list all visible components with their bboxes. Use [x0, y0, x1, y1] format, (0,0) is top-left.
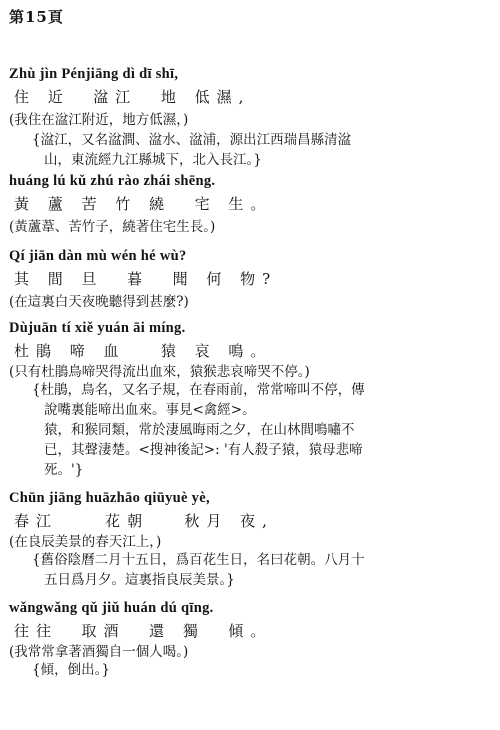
annotation-line: 說嘴裏能啼出血來。事見<禽經>。 [44, 402, 256, 418]
annotation-line: 猿，和猴同類，常於淒風晦雨之夕，在山林間鳴嘯不 [44, 422, 355, 438]
chinese-verse: 住 近 湓江 地 低濕, [14, 88, 251, 106]
chinese-verse: 杜鵑 啼 血 猿 哀 鳴。 [14, 342, 273, 360]
annotation-line: 五日爲月夕。這裏指良辰美景。} [44, 572, 235, 588]
pinyin-line: huáng lú kǔ zhú rào zhái shēng. [9, 173, 216, 189]
translation-line: (我住在湓江附近，地方低濕，) [9, 112, 189, 128]
translation-line: (在良辰美景的春天江上，) [9, 534, 162, 550]
annotation-line: {舊俗陰曆二月十五日，爲百花生日，名曰花朝。八月十 [32, 552, 365, 568]
annotation-line: {傾，倒出。} [32, 662, 110, 678]
annotation [32, 130, 472, 170]
annotation-line: 山，東流經九江縣城下，北入長江。} [44, 152, 262, 168]
annotation [32, 380, 472, 480]
annotation-line: {杜鵑，鳥名，又名子規，在春雨前，常常啼叫不停，傳 [32, 382, 365, 398]
annotation-line: {湓江，又名湓澗、湓水、湓浦，源出江西瑞昌縣清湓 [32, 132, 352, 148]
page-number: 第15頁 [9, 8, 64, 26]
annotation [32, 660, 472, 680]
annotation-line: 死。'} [44, 462, 84, 478]
chinese-verse: 黃 蘆 苦 竹 繞 宅 生。 [14, 195, 273, 213]
chinese-verse: 往往 取酒 還 獨 傾。 [14, 622, 273, 640]
translation-line: (只有杜鵑鳥啼哭得流出血來，猿猴悲哀啼哭不停。) [9, 364, 310, 380]
pinyin-line: Zhù jìn Pénjiāng dì dī shī, [9, 66, 179, 82]
translation-line: (我常常拿著酒獨自一個人喝。) [9, 644, 189, 660]
chinese-verse: 春江 花朝 秋月 夜, [14, 512, 274, 530]
annotation [32, 550, 472, 590]
translation-line: (黃蘆葦、苦竹子，繞著住宅生長。) [9, 219, 216, 235]
translation-line: (在這裏白天夜晚聽得到甚麼?) [9, 294, 189, 310]
pinyin-line: Chūn jiāng huāzhāo qiūyuè yè, [9, 490, 210, 506]
annotation-line: 已，其聲淒楚。<搜神後記>: '有人殺子猿，猿母悲啼 [44, 442, 363, 458]
pinyin-line: wǎngwǎng qǔ jiǔ huán dú qīng. [9, 600, 214, 616]
chinese-verse: 其 間 旦 暮 聞 何 物? [14, 270, 278, 288]
pinyin-line: Dùjuān tí xiě yuán āi míng. [9, 320, 186, 336]
pinyin-line: Qí jiān dàn mù wén hé wù? [9, 248, 187, 264]
